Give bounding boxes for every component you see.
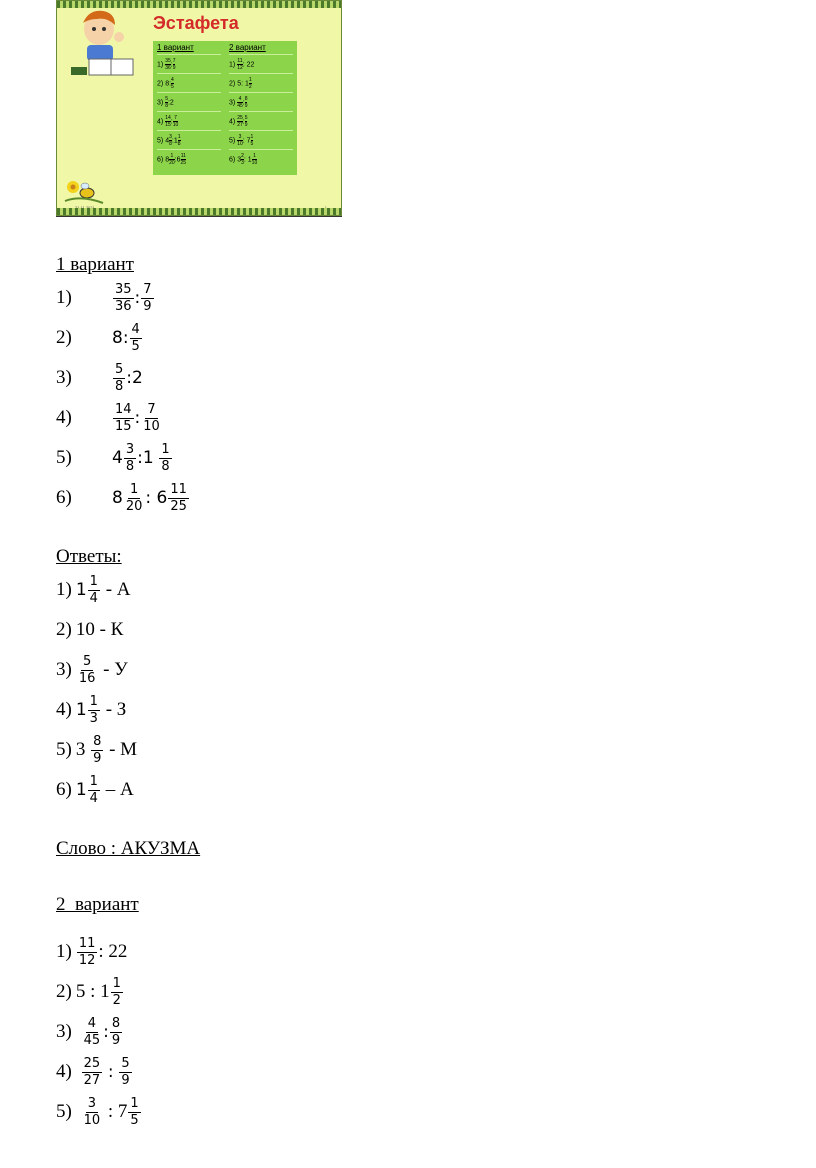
answer-item: 6) 1 $\frac{1}{4}$ – А (56, 773, 134, 806)
slide-v1-item: 1) $\frac{35}{36}$ : $\frac{7}{9}$ (157, 54, 221, 73)
boy-reading-illustration (69, 7, 139, 81)
variant2-item: 5) $\frac{3}{10}$ : 7 $\frac{1}{5}$ (56, 1095, 139, 1128)
slide-v2-item: 6) 3 $\frac{2}{3}$ : 1 $\frac{1}{10}$ (229, 149, 293, 168)
slide-variant2-column (225, 41, 297, 175)
bee-flower-illustration (61, 177, 107, 207)
variant2-heading: 2 вариант (56, 894, 139, 915)
slide-variant2-header: 2 вариант (229, 43, 266, 52)
variant2-item: 4) $\frac{25}{27}$ : $\frac{5}{9}$ (56, 1055, 130, 1088)
answer-item: 2) 10 - К (56, 619, 124, 640)
answer-item: 5) 3 $\frac{8}{9}$ - М (56, 733, 138, 766)
slide-v1-item: 6) 8 $\frac{1}{20}$ :6 $\frac{11}{25}$ (157, 149, 221, 168)
answer-item: 4) 1 $\frac{1}{3}$ - З (56, 693, 127, 726)
slide-variant1-header: 1 вариант (157, 43, 194, 52)
slide-v2-item: 3) $\frac{4}{45}$ : $\frac{8}{9}$ (229, 92, 293, 111)
variant2-item: 3) $\frac{4}{45}$ : $\frac{8}{9}$ (56, 1015, 121, 1048)
slide-v2-item: 1) $\frac{11}{12}$ : 22 (229, 54, 293, 73)
document-body (56, 252, 756, 1132)
word-heading: Слово : АКУЗМА (56, 838, 201, 859)
slide-v2-item: 5) $\frac{3}{10}$ : 7 $\frac{1}{5}$ (229, 130, 293, 149)
answer-item: 1) 1 $\frac{1}{4}$ - А (56, 573, 131, 606)
slide-divider (56, 216, 342, 217)
slide-title: Эстафета (153, 13, 239, 33)
slide-v1-item: 4) $\frac{14}{15}$ : $\frac{7}{10}$ (157, 111, 221, 130)
variant1-item: 3) $\frac{5}{8}$ :2 (56, 361, 143, 394)
slide-thumbnail (56, 0, 342, 216)
variant2-item: 1) $\frac{11}{12}$ : 22 (56, 935, 128, 968)
variant1-heading: 1 вариант (56, 254, 134, 275)
answers-heading: Ответы: (56, 546, 122, 567)
variant1-item: 2) 8: $\frac{4}{5}$ (56, 321, 140, 354)
variant1-item: 1) $\frac{35}{36}$ : $\frac{7}{9}$ (56, 281, 152, 314)
slide-v2-item: 4) $\frac{25}{27}$ : $\frac{5}{9}$ (229, 111, 293, 130)
slide-v1-item: 3) $\frac{5}{8}$ :2 (157, 92, 221, 111)
slide-v2-item: 2) 5: 1 $\frac{1}{2}$ (229, 73, 293, 92)
answer-item: 3) $\frac{5}{16}$ - У (56, 653, 128, 686)
slide-v1-item: 5) 4 $\frac{3}{8}$ :1 $\frac{1}{8}$ (157, 130, 221, 149)
variant2-item: 2) 5 : 1 $\frac{1}{2}$ (56, 975, 121, 1008)
slide-variant1-column (153, 41, 225, 175)
slide-bottom-border (57, 208, 341, 215)
variant1-item: 6) 8 $\frac{1}{20}$ : 6 $\frac{11}{25}$ (56, 481, 187, 514)
variant1-item: 5) 4 $\frac{3}{8}$ :1 $\frac{1}{8}$ (56, 441, 170, 474)
slide-v1-item: 2) 8: $\frac{4}{5}$ (157, 73, 221, 92)
variant1-item: 4) $\frac{14}{15}$ : $\frac{7}{10}$ (56, 401, 160, 434)
